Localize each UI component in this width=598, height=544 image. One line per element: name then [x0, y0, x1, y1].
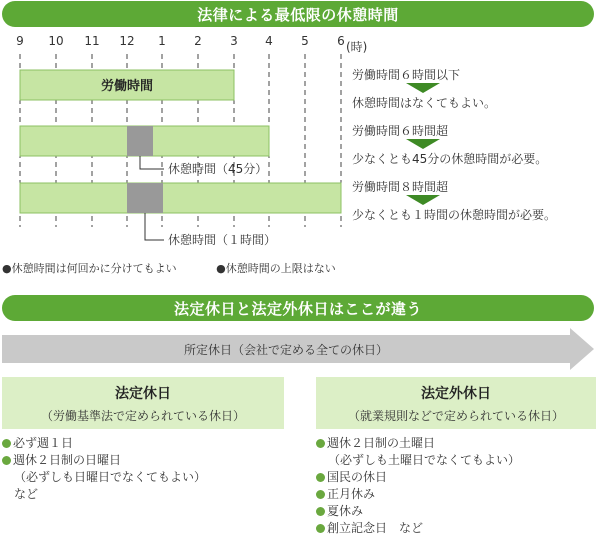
footnote-split-break: ●休憩時間は何回かに分けてもよい — [2, 262, 177, 275]
bullet-icon — [316, 439, 325, 448]
scheduled-holidays-arrow — [0, 328, 598, 370]
non-legal-holiday-list — [316, 435, 520, 537]
hour-label-5: 5 — [301, 34, 309, 48]
hour-label-1: 1 — [158, 34, 166, 48]
arrow-label: 所定休日（会社で定める全ての休日） — [183, 343, 389, 357]
list-item-text: 創立記念日 など — [327, 521, 424, 535]
note-condition-2: 労働時間６時間超 — [352, 124, 449, 138]
note-condition-3: 労働時間８時間超 — [352, 180, 449, 194]
hour-label-11: 11 — [84, 34, 100, 48]
section-header-break-time — [2, 1, 594, 27]
hour-label-12: 12 — [119, 34, 135, 48]
list-item-text: 週休２日制の日曜日 — [13, 453, 122, 467]
list-item-note: （必ずしも日曜日でなくてもよい） — [14, 470, 207, 484]
list-item — [316, 520, 520, 537]
bullet-icon — [316, 507, 325, 516]
list-item — [316, 469, 520, 486]
hour-label-3: 3 — [230, 34, 238, 48]
list-item-text: 国民の休日 — [327, 470, 388, 484]
hour-label-6: 6 — [337, 34, 345, 48]
non-legal-holiday-header — [316, 377, 596, 429]
break-60-leader — [145, 213, 164, 240]
bullet-icon — [316, 524, 325, 533]
hour-label-2: 2 — [194, 34, 202, 48]
bullet-icon — [316, 490, 325, 499]
list-item — [2, 435, 206, 452]
note-result-1: 休憩時間はなくてもよい。 — [352, 96, 497, 110]
break-45-leader — [140, 156, 164, 169]
non-legal-holiday-title: 法定外休日 — [421, 385, 491, 402]
note-result-3: 少なくとも１時間の休憩時間が必要。 — [352, 208, 557, 222]
list-item-note: など — [14, 487, 39, 501]
section-title: 法定休日と法定外休日はここが違う — [173, 299, 422, 318]
list-item — [316, 486, 520, 503]
legal-holiday-list — [2, 435, 206, 503]
list-item-text: 夏休み — [327, 504, 364, 518]
note-condition-1: 労働時間６時間以下 — [352, 68, 461, 82]
list-item-note: （必ずしも土曜日でなくてもよい） — [328, 453, 521, 467]
hour-label-4: 4 — [265, 34, 273, 48]
bullet-icon — [316, 473, 325, 482]
legal-holiday-header — [2, 377, 284, 429]
work-bar-over-8h — [20, 183, 341, 213]
legal-holiday-title: 法定休日 — [115, 385, 171, 402]
list-item-text: 正月休み — [327, 487, 376, 501]
non-legal-holiday-subtitle: （就業規則などで定められている休日） — [347, 408, 564, 423]
down-arrow-icon — [406, 139, 440, 149]
work-hours-timeline — [0, 32, 350, 252]
list-item-text: 週休２日制の土曜日 — [327, 436, 436, 450]
section-title: 法律による最低限の休憩時間 — [197, 5, 399, 24]
break-60-label: 休憩時間（１時間） — [168, 233, 277, 247]
bullet-icon — [2, 439, 11, 448]
break-45-label: 休憩時間（45分） — [168, 162, 268, 176]
break-block-45min — [127, 126, 153, 156]
note-result-2: 少なくとも45分の休憩時間が必要。 — [352, 152, 548, 166]
down-arrow-icon — [406, 195, 440, 205]
legal-holiday-subtitle: （労働基準法で定められている休日） — [40, 408, 245, 423]
down-arrow-icon — [406, 83, 440, 93]
hour-unit-label: (時) — [346, 40, 368, 54]
hour-label-9: 9 — [16, 34, 24, 48]
break-footnotes — [2, 260, 372, 276]
list-item — [316, 435, 520, 452]
list-item — [316, 503, 520, 520]
list-item-text: 必ず週１日 — [13, 436, 74, 450]
section-header-holidays — [2, 295, 594, 321]
hour-label-10: 10 — [48, 34, 64, 48]
list-item — [2, 452, 206, 469]
work-bar-label: 労働時間 — [100, 79, 154, 94]
break-block-60min — [127, 183, 163, 213]
bullet-icon — [2, 456, 11, 465]
footnote-no-upper-limit: ●休憩時間の上限はない — [216, 262, 336, 275]
